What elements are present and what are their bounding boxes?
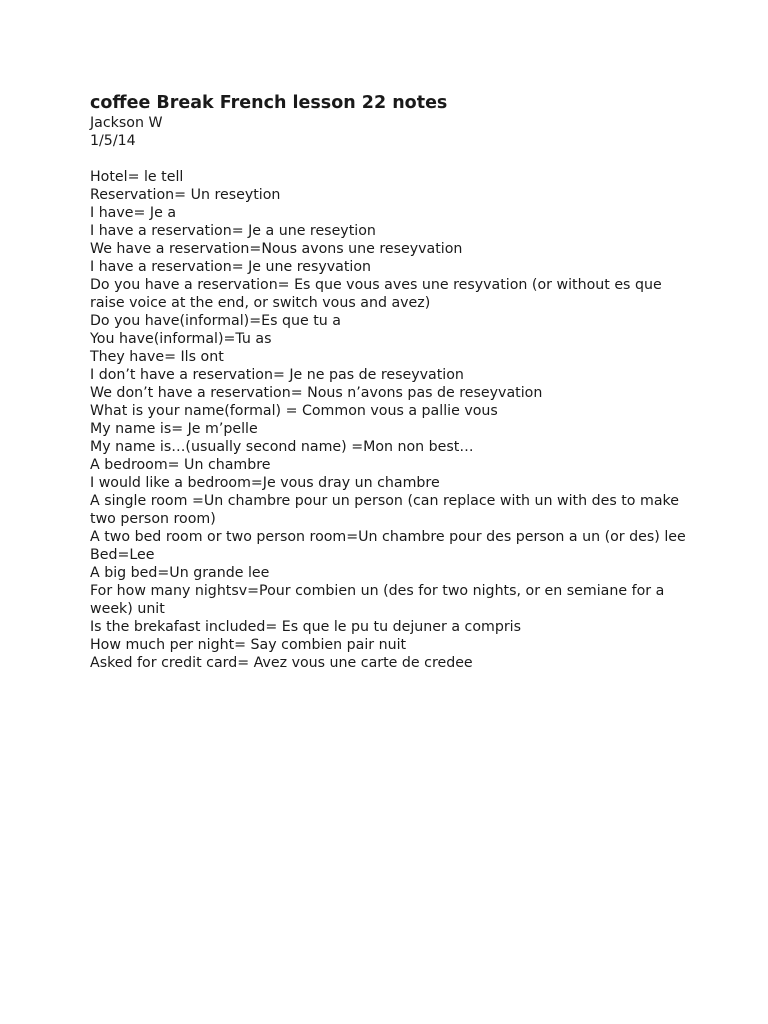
note-line: They have= Ils ont bbox=[90, 349, 224, 365]
note-line: My name is…(usually second name) =Mon non best… bbox=[90, 439, 474, 455]
note-line: I have a reservation= Je une resyvation bbox=[90, 259, 372, 275]
document-body bbox=[90, 92, 690, 672]
note-line: I would like a bedroom=Je vous dray un chambre bbox=[90, 475, 440, 491]
note-line: Bed=Lee bbox=[90, 547, 155, 563]
note-line: My name is= Je m’pelle bbox=[90, 421, 258, 437]
note-line: I don’t have a reservation= Je ne pas de reseyvation bbox=[90, 367, 464, 383]
note-line: Is the brekafast included= Es que le pu tu dejuner a compris bbox=[90, 619, 522, 635]
note-line: How much per night= Say combien pair nuit bbox=[90, 637, 407, 653]
note-line: A single room =Un chambre pour un person (can replace with un with des to make two person room) bbox=[90, 493, 679, 527]
note-line: A big bed=Un grande lee bbox=[90, 565, 270, 581]
spacer bbox=[90, 150, 690, 168]
document-date: 1/5/14 bbox=[90, 133, 136, 149]
note-line: Hotel= le tell bbox=[90, 169, 184, 185]
note-line: Reservation= Un reseytion bbox=[90, 187, 281, 203]
note-line: I have= Je a bbox=[90, 205, 177, 221]
note-line: Asked for credit card= Avez vous une carte de credee bbox=[90, 655, 473, 671]
note-line: We don’t have a reservation= Nous n’avons pas de reseyvation bbox=[90, 385, 543, 401]
note-line: Do you have(informal)=Es que tu a bbox=[90, 313, 341, 329]
note-line: We have a reservation=Nous avons une reseyvation bbox=[90, 241, 463, 257]
note-line: I have a reservation= Je a une reseytion bbox=[90, 223, 376, 239]
notes-list bbox=[90, 168, 690, 672]
note-line: For how many nightsv=Pour combien un (des for two nights, or en semiane for a week) unit bbox=[90, 583, 665, 617]
note-line: What is your name(formal) = Common vous a pallie vous bbox=[90, 403, 498, 419]
document-title: coffee Break French lesson 22 notes bbox=[90, 93, 448, 113]
note-line: Do you have a reservation= Es que vous aves une resyvation (or without es que raise voice at the end, or switch vous and avez) bbox=[90, 277, 662, 311]
note-line: You have(informal)=Tu as bbox=[90, 331, 272, 347]
author-name: Jackson W bbox=[90, 115, 163, 131]
note-line: A two bed room or two person room=Un chambre pour des person a un (or des) lee bbox=[90, 529, 686, 545]
note-line: A bedroom= Un chambre bbox=[90, 457, 271, 473]
